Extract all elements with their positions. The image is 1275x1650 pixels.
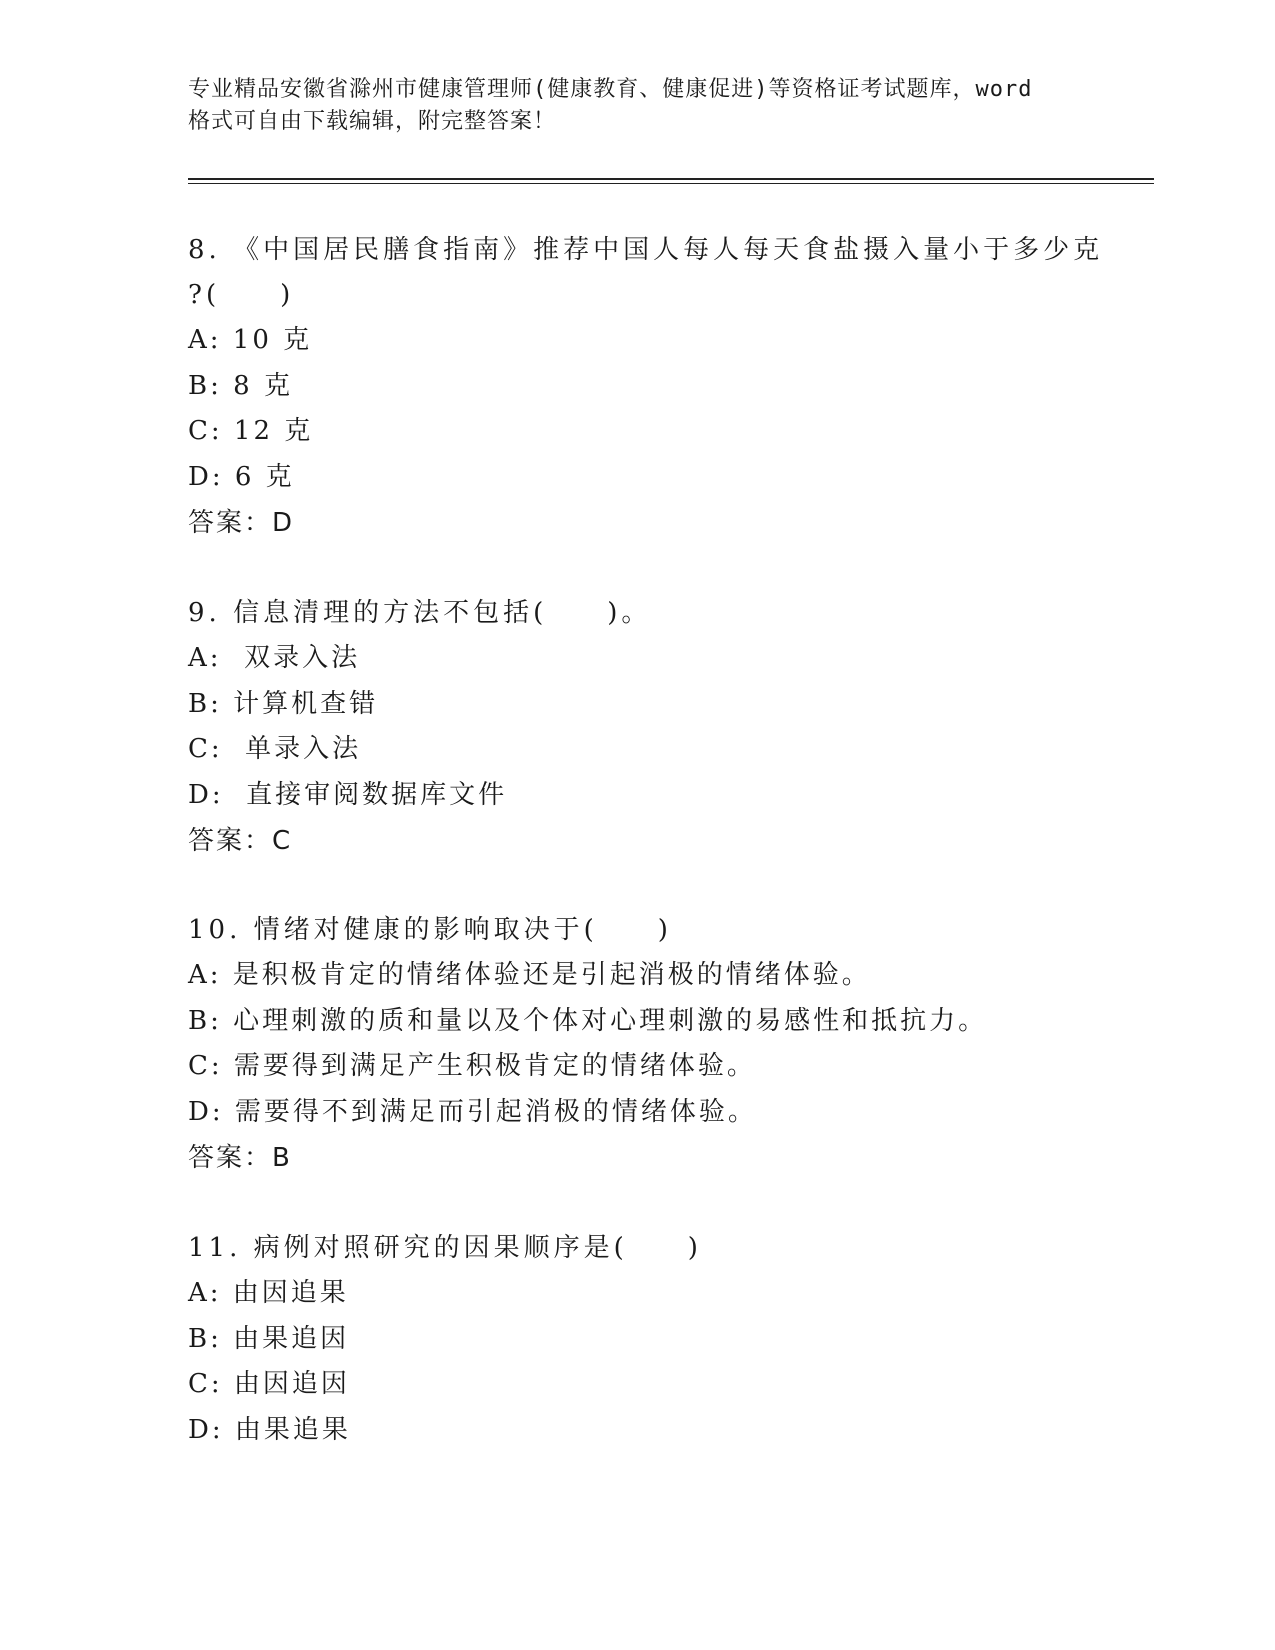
question-stem: 8. 《中国居民膳食指南》推荐中国人每人每天食盐摄入量小于多少克 (188, 235, 1104, 265)
question-stem-continued: ?( ) (188, 280, 295, 310)
question-11 (188, 1226, 1148, 1453)
question-stem: 9. 信息清理的方法不包括( )。 (188, 598, 652, 628)
option-d: D: 6 克 (188, 461, 295, 492)
option-d: D: 需要得不到满足而引起消极的情绪体验。 (188, 1096, 757, 1127)
option-a: A: 双录入法 (188, 643, 361, 673)
option-b: B: 8 克 (188, 370, 293, 401)
option-b: B: 由果追因 (188, 1323, 350, 1354)
header-line-2: 格式可自由下载编辑，附完整答案！ (188, 109, 557, 134)
question-stem: 10. 情绪对健康的影响取决于( ) (188, 915, 672, 945)
question-stem: 11. 病例对照研究的因果顺序是( ) (188, 1233, 702, 1263)
option-c: C: 单录入法 (188, 734, 362, 764)
option-c: C: 12 克 (188, 416, 314, 446)
option-a: A: 由因追果 (188, 1278, 349, 1308)
option-b: B: 计算机查错 (188, 688, 379, 719)
option-b: B: 心理刺激的质和量以及个体对心理刺激的易感性和抵抗力。 (188, 1005, 988, 1036)
option-a: A: 是积极肯定的情绪体验还是引起消极的情绪体验。 (188, 960, 871, 990)
document-header (188, 74, 1088, 138)
header-line-1: 专业精品安徽省滁州市健康管理师(健康教育、健康促进)等资格证考试题库，word (188, 77, 1033, 102)
question-9 (188, 591, 1148, 864)
option-d: D: 由果追果 (188, 1414, 351, 1445)
option-d: D: 直接审阅数据库文件 (188, 779, 508, 810)
question-10 (188, 908, 1148, 1181)
option-c: C: 由因追因 (188, 1369, 350, 1399)
option-a: A: 10 克 (188, 325, 313, 355)
answer: 答案：B (188, 1143, 292, 1173)
option-c: C: 需要得到满足产生积极肯定的情绪体验。 (188, 1051, 756, 1081)
answer: 答案：C (188, 826, 293, 856)
answer: 答案：D (188, 508, 295, 538)
header-divider (188, 178, 1154, 184)
question-8 (188, 228, 1148, 546)
